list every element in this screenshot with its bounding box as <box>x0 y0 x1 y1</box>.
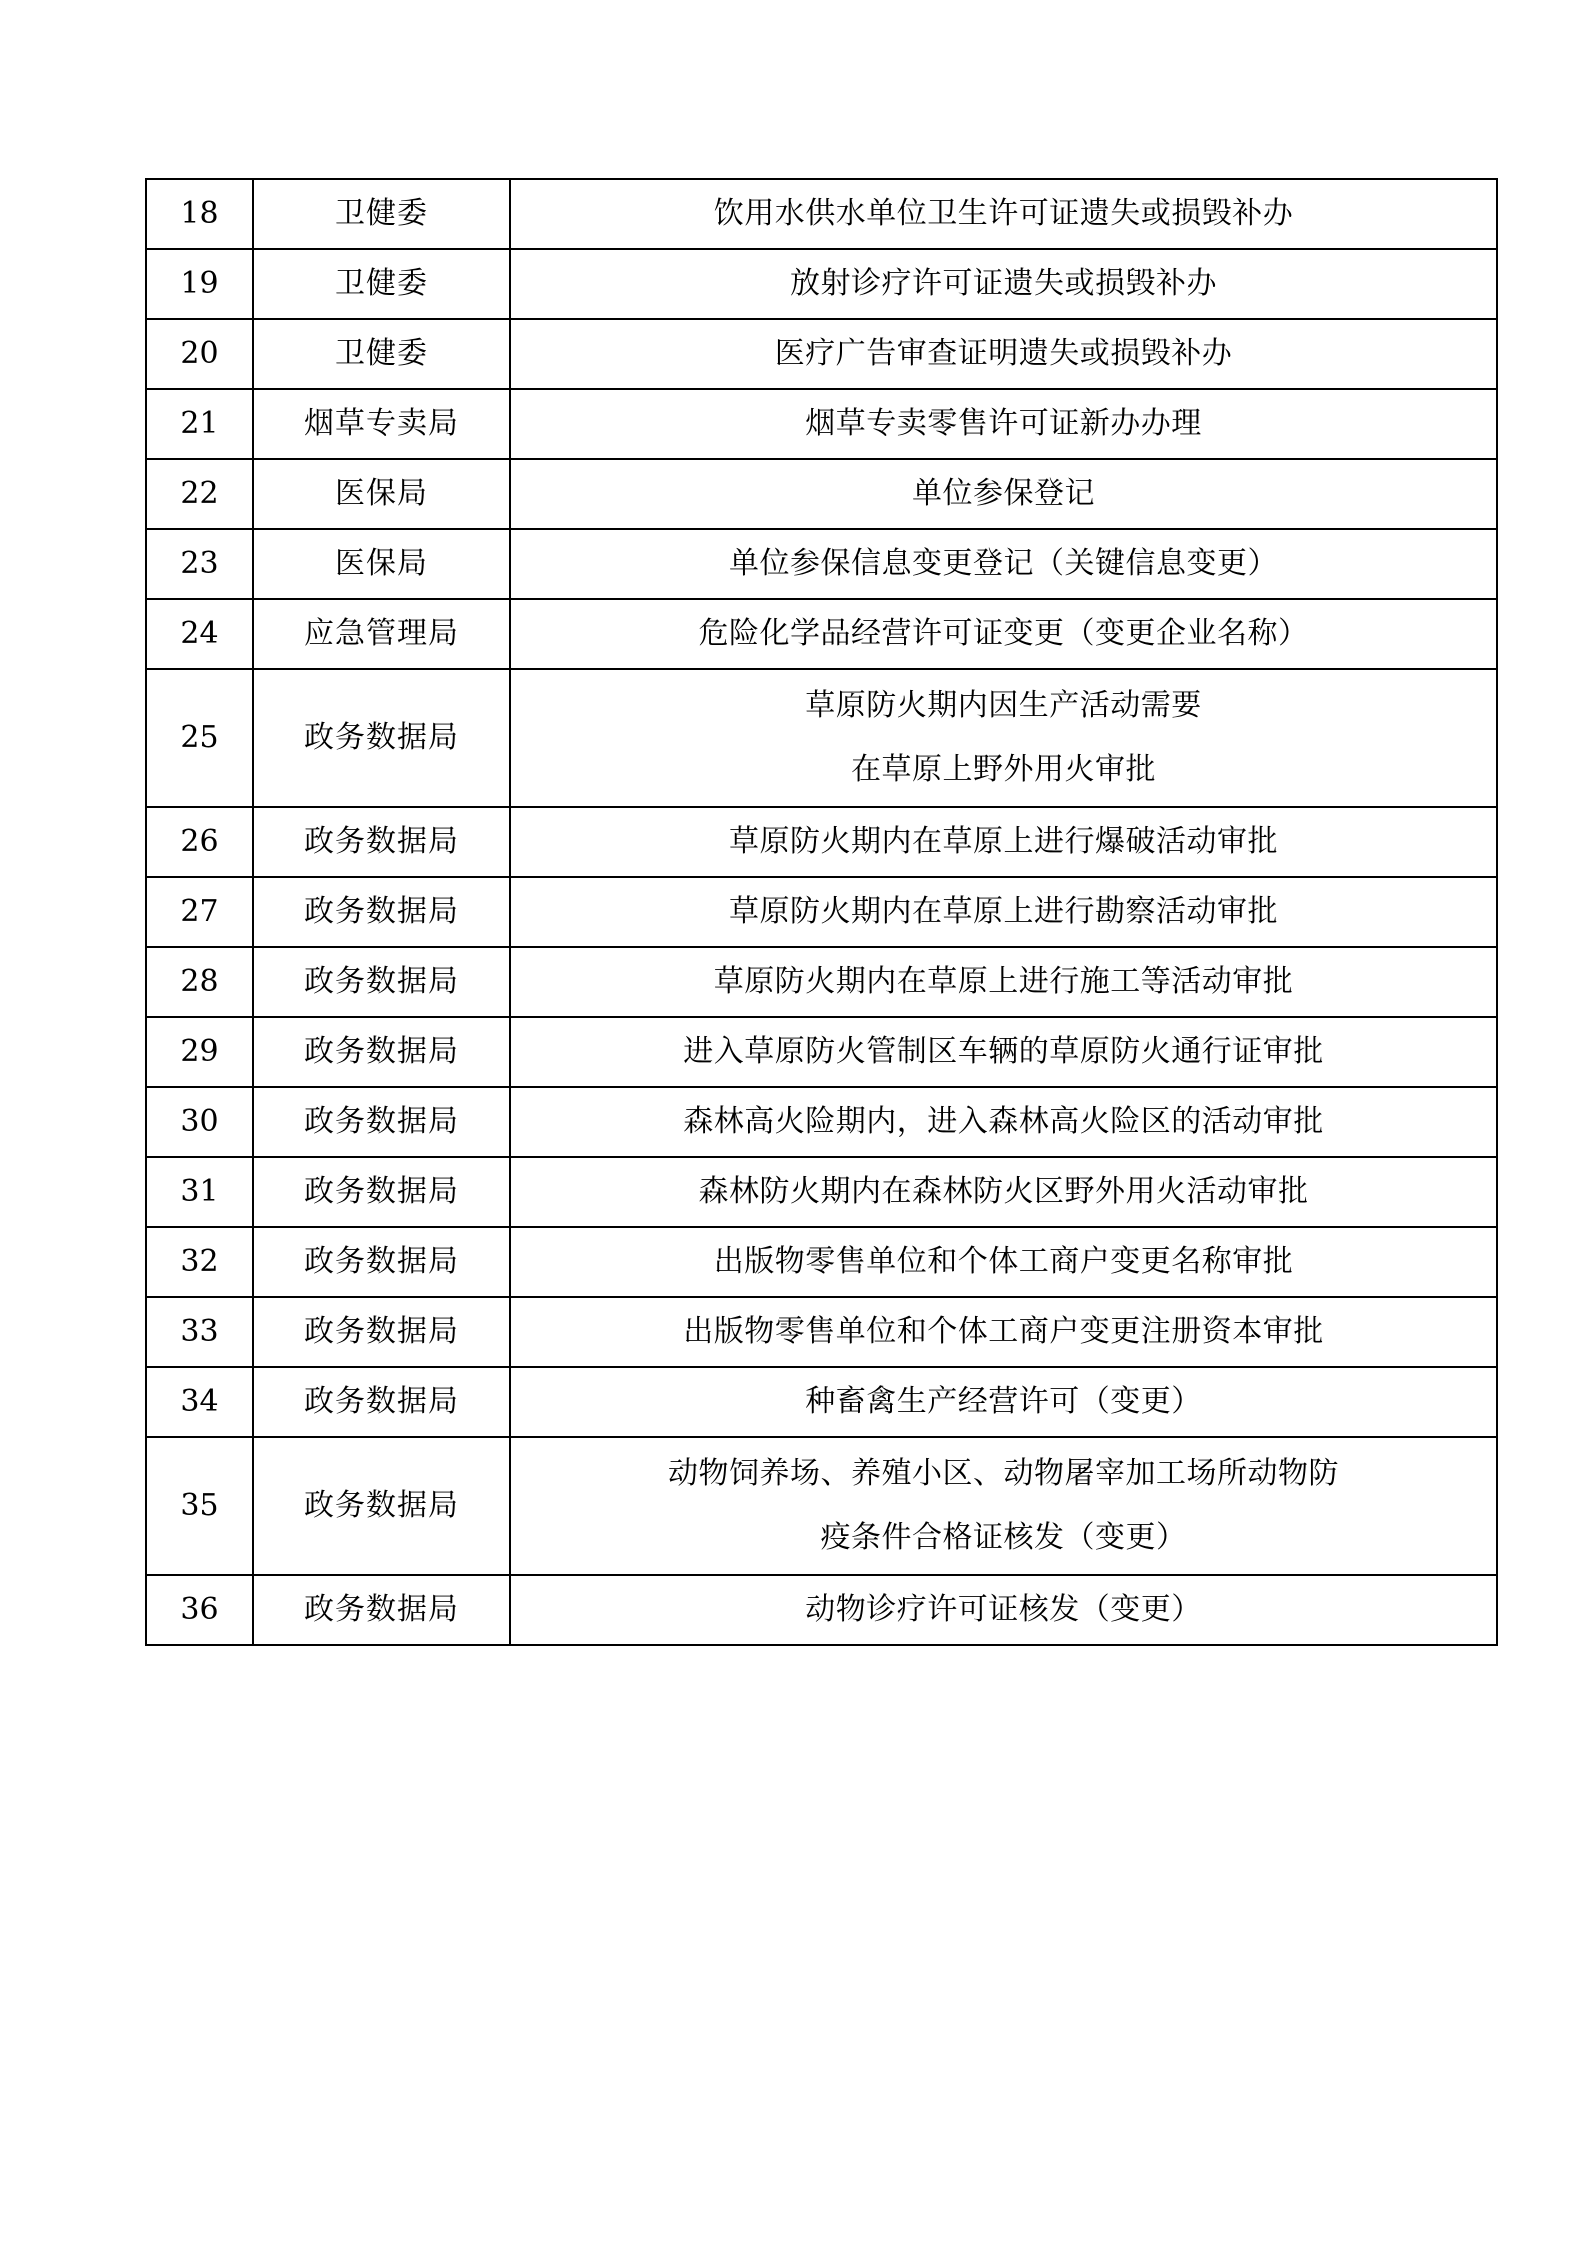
table-row <box>146 1017 1497 1087</box>
row-index-cell: 29 <box>146 1017 253 1087</box>
row-item-name-line: 危险化学品经营许可证变更（变更企业名称） <box>698 615 1309 651</box>
row-department-cell: 政务数据局 <box>253 1157 510 1227</box>
row-item-name-line: 进入草原防火管制区车辆的草原防火通行证审批 <box>683 1033 1324 1069</box>
row-item-name-line: 动物诊疗许可证核发（变更） <box>805 1591 1202 1627</box>
row-item-name-cell <box>510 599 1497 669</box>
row-item-name-cell <box>510 459 1497 529</box>
table-row <box>146 389 1497 459</box>
row-department-cell: 政务数据局 <box>253 1017 510 1087</box>
table-row <box>146 319 1497 389</box>
row-department-cell: 烟草专卖局 <box>253 389 510 459</box>
row-department-cell: 政务数据局 <box>253 1367 510 1437</box>
row-item-name-line: 单位参保信息变更登记（关键信息变更） <box>729 545 1278 581</box>
row-item-name-cell <box>510 1437 1497 1575</box>
row-item-name-cell <box>510 179 1497 249</box>
row-item-name-cell <box>510 669 1497 807</box>
row-item-name-cell <box>510 1087 1497 1157</box>
table-row <box>146 807 1497 877</box>
row-department-cell: 卫健委 <box>253 179 510 249</box>
table-row <box>146 1297 1497 1367</box>
row-item-name-line: 疫条件合格证核发（变更） <box>820 1520 1187 1555</box>
row-index-cell: 26 <box>146 807 253 877</box>
row-department-cell: 政务数据局 <box>253 1297 510 1367</box>
table-row <box>146 1087 1497 1157</box>
row-index-cell: 35 <box>146 1437 253 1575</box>
row-item-name-cell <box>510 1227 1497 1297</box>
row-item-name-line: 放射诊疗许可证遗失或损毁补办 <box>790 265 1217 301</box>
table-row <box>146 1437 1497 1575</box>
row-item-name-line: 饮用水供水单位卫生许可证遗失或损毁补办 <box>713 195 1294 231</box>
row-index-cell: 24 <box>146 599 253 669</box>
row-item-name-line: 草原防火期内在草原上进行爆破活动审批 <box>729 823 1278 859</box>
row-item-name-cell <box>510 1017 1497 1087</box>
row-index-cell: 18 <box>146 179 253 249</box>
row-item-name-cell <box>510 529 1497 599</box>
row-index-cell: 30 <box>146 1087 253 1157</box>
table-row <box>146 529 1497 599</box>
row-item-name-cell <box>510 947 1497 1017</box>
row-index-cell: 20 <box>146 319 253 389</box>
row-department-cell: 政务数据局 <box>253 1575 510 1645</box>
row-index-cell: 28 <box>146 947 253 1017</box>
table-row <box>146 1157 1497 1227</box>
table-row <box>146 947 1497 1017</box>
row-index-cell: 34 <box>146 1367 253 1437</box>
row-item-name-line: 出版物零售单位和个体工商户变更名称审批 <box>713 1243 1294 1279</box>
row-item-name-line: 在草原上野外用火审批 <box>851 752 1156 787</box>
table-row <box>146 249 1497 319</box>
table-row <box>146 1227 1497 1297</box>
row-item-name-line: 动物饲养场、养殖小区、动物屠宰加工场所动物防 <box>668 1455 1339 1491</box>
table-row <box>146 1575 1497 1645</box>
table-row <box>146 877 1497 947</box>
row-item-name-line: 出版物零售单位和个体工商户变更注册资本审批 <box>683 1313 1324 1349</box>
row-department-cell: 政务数据局 <box>253 807 510 877</box>
row-index-cell: 23 <box>146 529 253 599</box>
table-row <box>146 599 1497 669</box>
row-item-name-line: 医疗广告审查证明遗失或损毁补办 <box>774 335 1233 371</box>
row-index-cell: 31 <box>146 1157 253 1227</box>
row-department-cell: 政务数据局 <box>253 947 510 1017</box>
government-service-items-table <box>145 178 1498 1646</box>
row-department-cell: 卫健委 <box>253 319 510 389</box>
row-item-name-line: 烟草专卖零售许可证新办办理 <box>805 405 1202 441</box>
table-row <box>146 1367 1497 1437</box>
row-item-name-line: 草原防火期内因生产活动需要 <box>805 687 1202 723</box>
row-index-cell: 25 <box>146 669 253 807</box>
row-index-cell: 27 <box>146 877 253 947</box>
row-index-cell: 36 <box>146 1575 253 1645</box>
row-item-name-cell <box>510 1367 1497 1437</box>
row-item-name-line: 单位参保登记 <box>912 475 1095 511</box>
row-item-name-cell <box>510 877 1497 947</box>
row-item-name-line: 森林防火期内在森林防火区野外用火活动审批 <box>698 1173 1309 1209</box>
row-index-cell: 19 <box>146 249 253 319</box>
row-index-cell: 21 <box>146 389 253 459</box>
row-item-name-cell <box>510 319 1497 389</box>
row-index-cell: 32 <box>146 1227 253 1297</box>
row-department-cell: 医保局 <box>253 459 510 529</box>
table-body <box>146 179 1497 1645</box>
row-item-name-cell <box>510 1575 1497 1645</box>
row-department-cell: 政务数据局 <box>253 669 510 807</box>
row-department-cell: 卫健委 <box>253 249 510 319</box>
row-item-name-line: 种畜禽生产经营许可（变更） <box>805 1383 1202 1419</box>
row-department-cell: 医保局 <box>253 529 510 599</box>
row-index-cell: 22 <box>146 459 253 529</box>
row-item-name-cell <box>510 1157 1497 1227</box>
table-row <box>146 459 1497 529</box>
row-item-name-line: 森林高火险期内，进入森林高火险区的活动审批 <box>683 1103 1324 1139</box>
row-department-cell: 应急管理局 <box>253 599 510 669</box>
row-item-name-line: 草原防火期内在草原上进行勘察活动审批 <box>729 893 1278 929</box>
row-item-name-cell <box>510 807 1497 877</box>
row-item-name-cell <box>510 389 1497 459</box>
row-department-cell: 政务数据局 <box>253 1227 510 1297</box>
row-index-cell: 33 <box>146 1297 253 1367</box>
row-item-name-cell <box>510 1297 1497 1367</box>
row-item-name-cell <box>510 249 1497 319</box>
table-row <box>146 669 1497 807</box>
row-department-cell: 政务数据局 <box>253 877 510 947</box>
row-item-name-line: 草原防火期内在草原上进行施工等活动审批 <box>713 963 1294 999</box>
row-department-cell: 政务数据局 <box>253 1087 510 1157</box>
table-row <box>146 179 1497 249</box>
row-department-cell: 政务数据局 <box>253 1437 510 1575</box>
